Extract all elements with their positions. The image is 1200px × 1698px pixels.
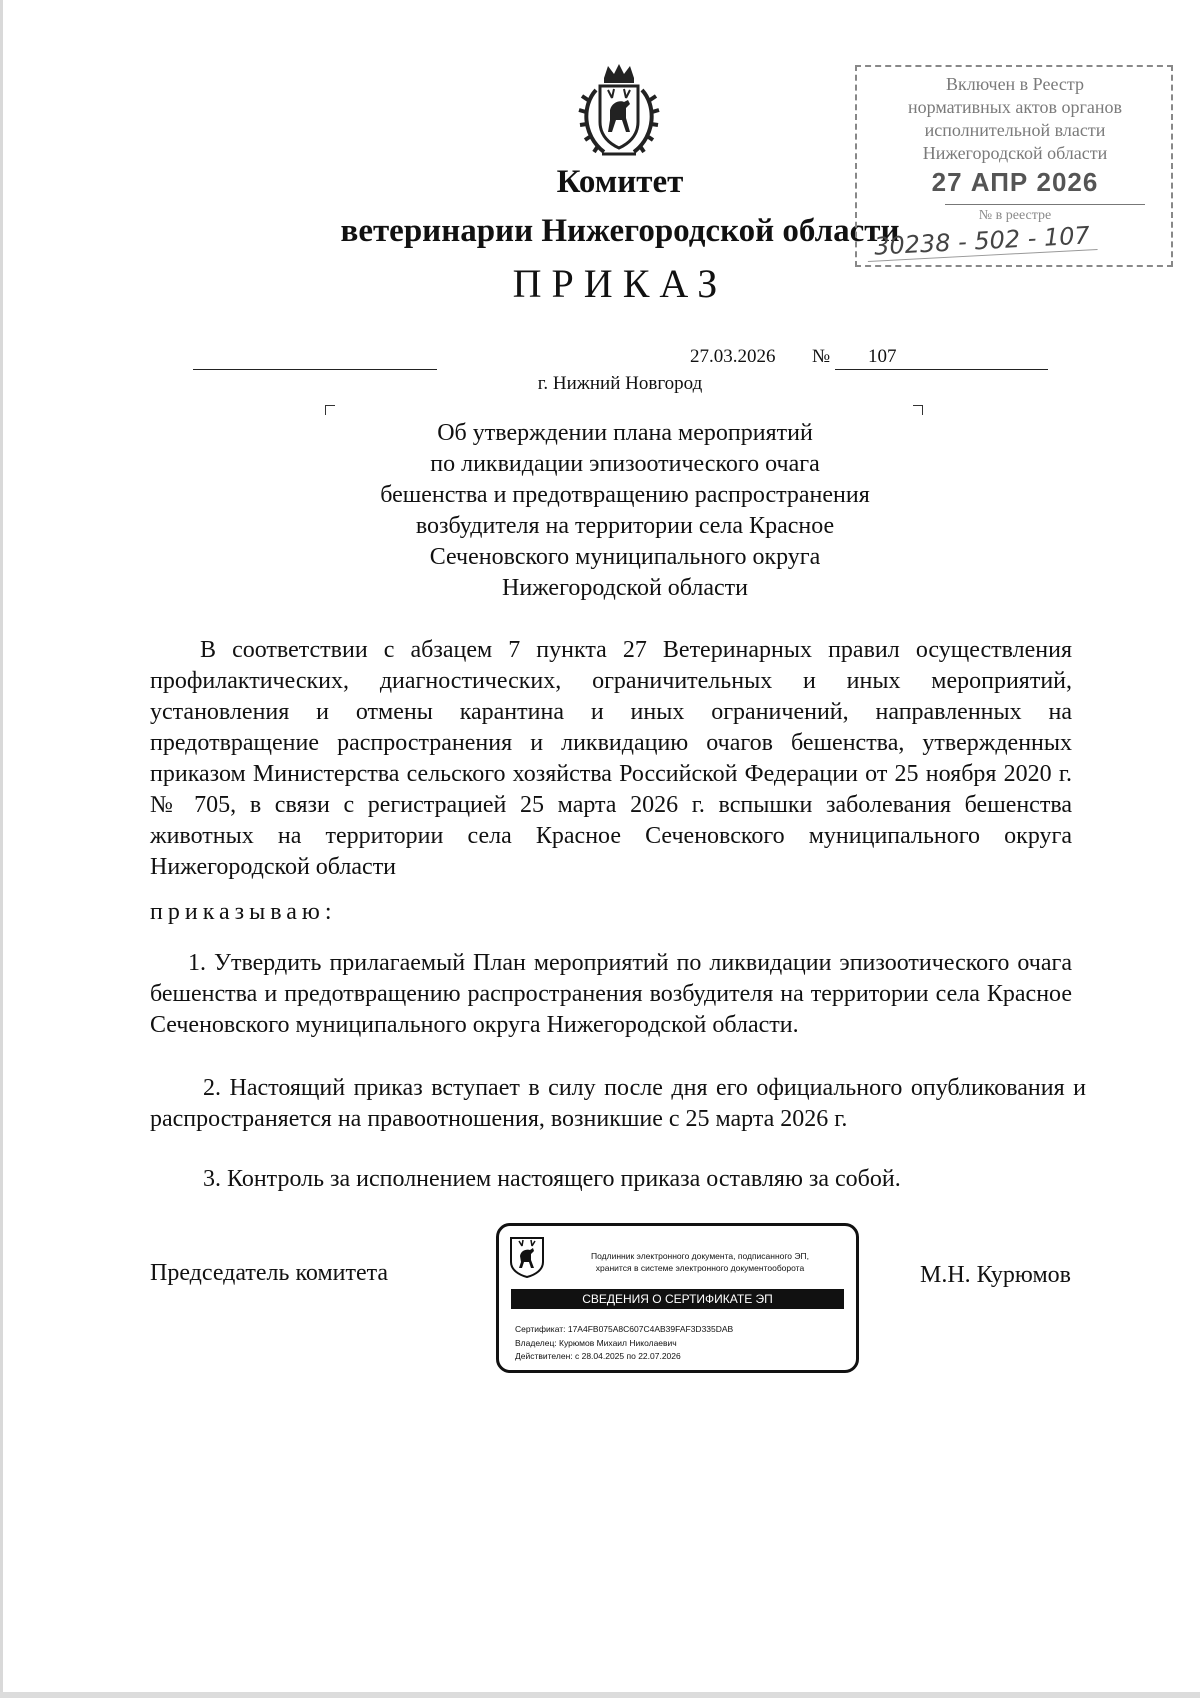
certificate-title: СВЕДЕНИЯ О СЕРТИФИКАТЕ ЭП (511, 1289, 844, 1309)
certificate-note-line-2: хранится в системе электронного документооборота (595, 1263, 805, 1273)
order-number-sign: № (812, 346, 831, 367)
corner-bracket-left (325, 405, 335, 415)
order-number: 107 (868, 346, 897, 367)
order-date: 27.03.2026 (690, 346, 776, 367)
coat-of-arms-icon (574, 60, 664, 162)
stamp-line-4: Нижегородской области (922, 143, 1108, 163)
certificate-details (515, 1323, 733, 1364)
subject-line: по ликвидации эпизоотического очага (430, 451, 820, 477)
order-item-2: 2. Настоящий приказ вступает в силу после дня его официального опубликования и распространяется на правоотношения, возникшие с 25 марта 2026 г. (150, 1075, 1086, 1132)
org-line-2: ветеринарии Нижегородской области (340, 213, 900, 249)
scan-edge-bottom (0, 1692, 1200, 1698)
stamp-line-3: исполнительной власти (924, 120, 1106, 140)
subject-line: возбудителя на территории села Красное (415, 513, 835, 539)
stamp-date: 27 АПР 2026 (931, 167, 1099, 197)
subject-line: Сеченовского муниципального округа (429, 544, 821, 570)
date-underline-left (193, 369, 437, 370)
preamble-paragraph: В соответствии с абзацем 7 пункта 27 Ветеринарных правил осуществления профилактических, диагностических, ограничительных и иных мероприятий, установления и отмены карантина и иных ограничений, направленных на предотвращение распространения и ликвидацию очагов бешенства, утвержденных приказом Министерства сельского хозяйства Российской Федерации от 25 ноября 2020 г. № 705, в связи с регистрацией 25 марта 2026 г. вспышки заболевания бешенства животных на территории села Красное Сеченовского муниципального округа Нижегородской области (150, 637, 1072, 880)
order-subject (0, 418, 1200, 604)
org-line-1: Комитет (556, 164, 684, 200)
e-signature-certificate (496, 1223, 859, 1373)
corner-bracket-right (913, 405, 923, 415)
certificate-validity: Действителен: с 28.04.2025 по 22.07.2026 (515, 1351, 681, 1361)
signatory-position: Председатель комитета (150, 1260, 389, 1286)
certificate-note-line-1: Подлинник электронного документа, подписанного ЭП, (591, 1251, 809, 1261)
stamp-divider (945, 204, 1145, 205)
stamp-registry-label: № в реестре (978, 208, 1052, 223)
registry-stamp (855, 65, 1173, 267)
order-item-1: 1. Утвердить прилагаемый План мероприятий по ликвидации эпизоотического очага бешенства и предотвращению распространения возбудителя на территории села Красное Сеченовского муниципального округа Нижегородской области. (150, 950, 1072, 1038)
subject-line: Нижегородской области (501, 575, 749, 601)
order-item-3: 3. Контроль за исполнением настоящего приказа оставляю за собой. (203, 1166, 901, 1192)
document-type: ПРИКАЗ (512, 261, 728, 306)
order-place: г. Нижний Новгород (537, 373, 703, 394)
stamp-line-2: нормативных актов органов (907, 97, 1122, 117)
subject-line: Об утверждении плана мероприятий (437, 420, 813, 446)
subject-line: бешенства и предотвращению распространения (380, 482, 870, 508)
number-underline (835, 369, 1048, 370)
certificate-serial: Сертификат: 17A4FB075A8C607C4AB39FAF3D335DAB (515, 1324, 734, 1334)
stamp-line-1: Включен в Реестр (946, 74, 1084, 94)
signatory-name: М.Н. Курюмов (920, 1262, 1072, 1288)
decree-word: приказываю: (150, 899, 337, 925)
stamp-registry-number: 30238 - 502 - 107 (866, 221, 1097, 262)
deer-emblem-icon (509, 1236, 545, 1278)
certificate-owner: Владелец: Курюмов Михаил Николаевич (515, 1337, 677, 1348)
certificate-note (555, 1250, 845, 1274)
